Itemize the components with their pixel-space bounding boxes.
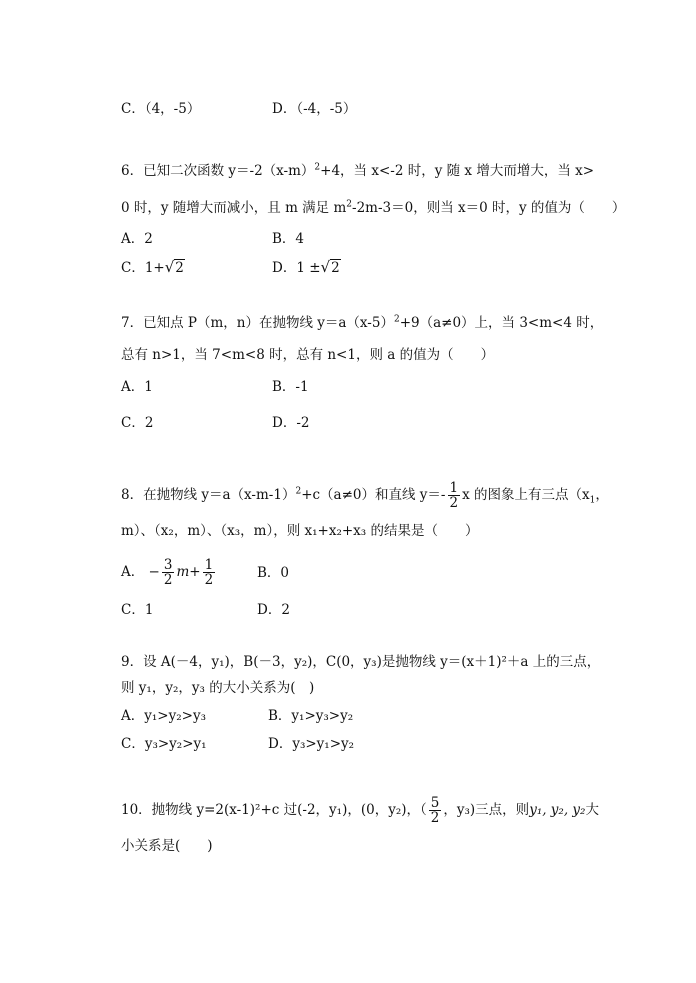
q10-fraction [429, 796, 442, 825]
q6-option-c-radicand: 2 [175, 260, 184, 276]
q8-frac-den: 2 [449, 495, 459, 511]
q8-stem-line2: m）、（x₂，m）、（x₃，m），则 x₁+x₂+x₃ 的结果是（ ） [121, 523, 479, 539]
frac-num: 3 [163, 557, 173, 573]
q8-option-a-m: m [176, 564, 190, 580]
q9-option-d: D．y₃>y₁>y₂ [268, 736, 355, 752]
q5-option-c: C．（4，-5） [121, 101, 201, 117]
q7-option-b: B．-1 [272, 379, 309, 395]
q8-option-a-frac2 [203, 558, 216, 587]
q8-fraction [448, 481, 461, 510]
q8-text-c: x 的图象上有三点（x [462, 487, 590, 503]
q6-option-c [121, 257, 185, 278]
q10-stem-line2: 小关系是( ) [121, 838, 213, 854]
q10-frac-num: 5 [430, 795, 440, 811]
q10-frac-den: 2 [430, 810, 440, 826]
q7-text-b: +9（a≠0）上，当 3<m<4 时， [399, 315, 604, 331]
q5-option-d: D．（-4，-5） [272, 101, 357, 117]
q9-stem-line2: 则 y₁，y₂，y₃ 的大小关系为( ) [121, 680, 315, 696]
q6-option-a: A．2 [121, 231, 153, 247]
q8-text-d: ， [595, 487, 609, 503]
sqrt-symbol: √2 [164, 258, 184, 276]
q8-option-a-label: A． [121, 564, 145, 580]
q6-sup2: 2 [346, 199, 353, 210]
q6-option-b: B．4 [272, 231, 305, 247]
q8-option-a-frac1 [162, 558, 175, 587]
q6-stem-line1 [121, 161, 594, 181]
q6-option-d-radicand: 2 [331, 260, 340, 276]
q8-text-b: +c（a≠0）和直线 y＝- [301, 487, 446, 503]
q7-option-c: C．2 [121, 415, 154, 431]
q8-option-a-minus: − [148, 564, 160, 580]
q8-sup: 2 [295, 486, 302, 497]
q7-text-a: 7．已知点 P（m，n）在抛物线 y＝a（x-5） [121, 315, 394, 331]
q8-option-b: B．0 [257, 565, 290, 581]
q6-option-c-text: C．1+ [121, 260, 165, 276]
q7-option-d: D．-2 [272, 415, 310, 431]
q7-stem-line2: 总有 n>1，当 7<m<8 时，总有 n<1，则 a 的值为（ ） [121, 347, 495, 363]
frac-num: 1 [204, 557, 214, 573]
q7-option-a: A．1 [121, 379, 153, 395]
q8-option-d: D．2 [257, 602, 290, 618]
q6-text-b: +4，当 x<-2 时，y 随 x 增大而增大，当 x> [320, 163, 595, 179]
q8-text-a: 8．在抛物线 y＝a（x-m-1） [121, 487, 296, 503]
q8-option-a-plus: + [189, 564, 201, 580]
sqrt-symbol: √2 [320, 258, 340, 276]
q6-text-d: -2m-3＝0，则当 x＝0 时，y 的值为（ ） [352, 200, 626, 216]
q9-stem-line1: 9．设 A(－4，y₁)，B(－3，y₂)，C(0，y₃)是抛物线 y＝(x＋1)²＋a 上的三点， [121, 654, 601, 670]
q9-option-b: B．y₁>y₃>y₂ [268, 708, 354, 724]
q10-text-d: 大 [585, 802, 599, 818]
q8-option-a [121, 558, 217, 587]
q6-text-c: 0 时，y 随增大而减小，且 m 满足 m [121, 200, 347, 216]
q6-stem-line2 [121, 198, 625, 218]
q8-sub: 1 [589, 495, 596, 506]
frac-den: 2 [163, 572, 173, 588]
q8-frac-num: 1 [449, 480, 459, 496]
q9-option-a: A．y₁>y₂>y₃ [121, 708, 206, 724]
q8-stem-line1 [121, 481, 609, 510]
q6-text-a: 6．已知二次函数 y＝-2（x-m） [121, 163, 315, 179]
q9-option-c: C．y₃>y₂>y₁ [121, 736, 207, 752]
q7-stem-line1 [121, 313, 603, 333]
q10-stem-line1 [121, 796, 599, 825]
frac-den: 2 [204, 572, 214, 588]
q6-sup: 2 [314, 162, 321, 173]
q6-option-d [272, 257, 341, 278]
q6-option-d-text: D．1 ± [272, 260, 321, 276]
q8-option-c: C．1 [121, 602, 154, 618]
q7-sup: 2 [393, 314, 400, 325]
q10-text-a: 10．抛物线 y=2(x-1)²+c 过(-2，y₁)，(0，y₂)，（ [121, 802, 427, 818]
q10-text-c: y₁, y₂, y₂ [529, 802, 586, 818]
q10-text-b: ，y₃)三点，则 [443, 802, 530, 818]
